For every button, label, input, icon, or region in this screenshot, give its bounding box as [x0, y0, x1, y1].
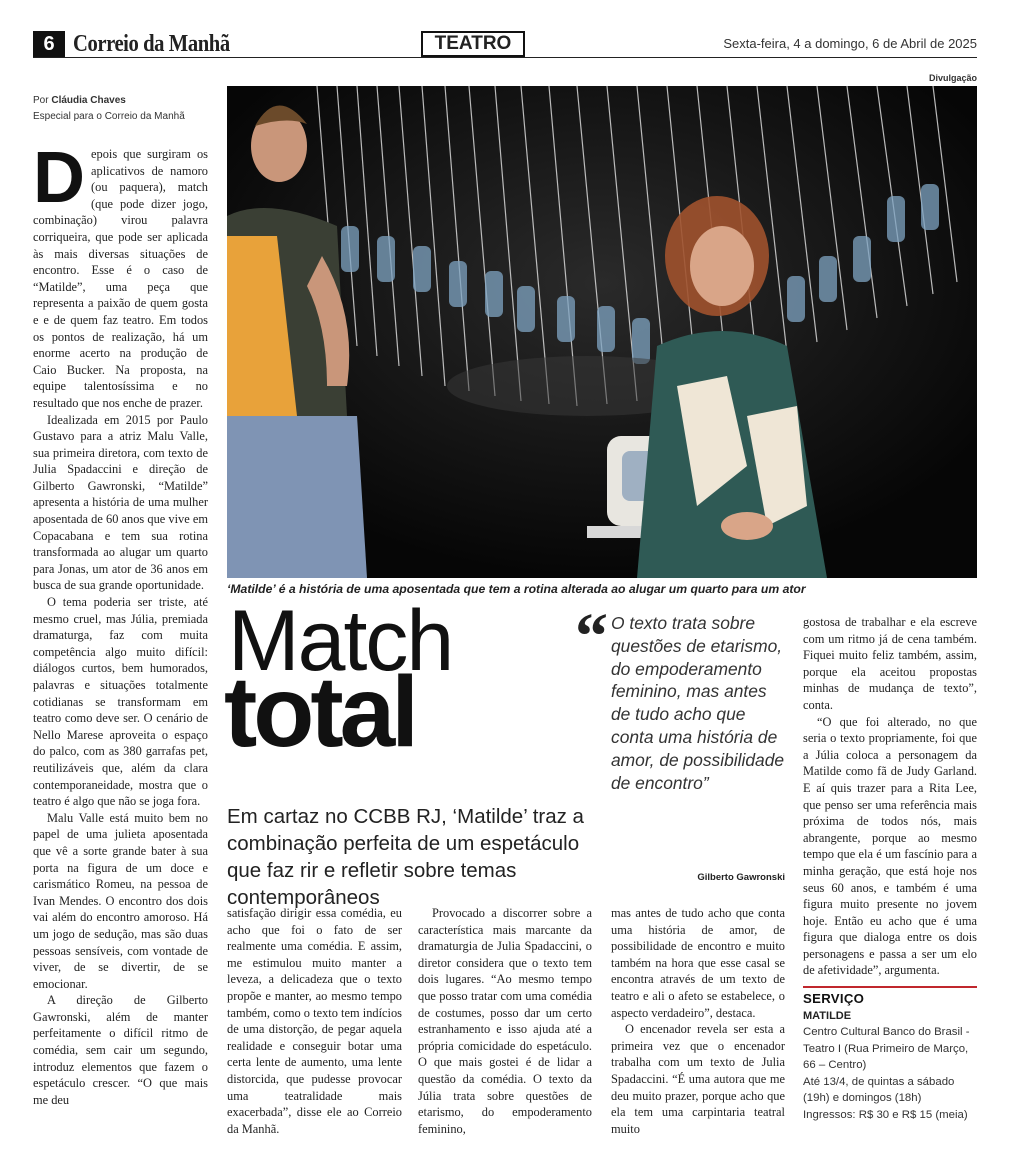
article-paragraph: gostosa de trabalhar e ela escreve com um ritmo já de cena também. Fiquei muito feliz também, assim, porque ela aceitou propostas minhas de mudança de texto”, conta.: [803, 615, 977, 712]
article-paragraph: O tema poderia ser triste, até mesmo cruel, mas Júlia, premiada dramaturga, faz com muita competência algo muito difícil: diálogos curtos, bem humorados, palavras e situações totalmente cotidianas se transformam em teatro como deve ser. O cenário de Nello Marese aproveita o espaço do palco, com as 380 garrafas pet, reutilizáveis que, além da clara contemporaneidade, mostra que o teatro é algo que não se joga fora.: [33, 595, 208, 809]
article-column-1: [33, 138, 208, 1108]
article-paragraph: “O que foi alterado, no que seria o texto propriamente, foi que a Júlia coloca a personagem da Matilde como fã de Judy Garland. E aí quis trazer para a Rita Lee, que penso ser uma referência mais próxima de todos nós, mais abrangente, porque ao mesmo tempo que ela é um fascínio para a minha geração, que está hoje nos seus 60 anos, e também é uma figura muito presente no jovem hoje. Então eu acho que é uma figura que dialoga entre os dois personagens e passa a ser um elo de afetividade”, argumenta.: [803, 714, 977, 978]
page-number: 6: [33, 31, 65, 57]
article-paragraph-text: epois que surgiram os aplicativos de namoro (ou paquera), match (que pode dizer jogo, combinação) virou palavra corriqueira, que pode ser aplicada às mais diversas situações de encontro. Esse é o caso de “Matilde”, uma peça que representa a paixão de quem gosta e e de quem faz teatro. Em todos os pontos de realização, há um enorme acerto na produção de Caio Bucker. Na proposta, na equipe talentosíssima e no resultado que nos enche de prazer.: [33, 147, 208, 410]
service-tickets: Ingressos: R$ 30 e R$ 15 (meia): [803, 1108, 968, 1121]
article-paragraph: Malu Valle está muito bem no papel de uma julieta aposentada que vê a sorte grande bater à sua porta na figura de um doce e carismático Romeu, na pessoa de Ivan Mendes. O encontro dos dois vai além do encontro amoroso. Há um jogo de sedução, mas são duas pessoas sensíveis, com vontade de viver, de se divertir, de se emocionar.: [33, 810, 208, 991]
byline-author: Cláudia Chaves: [51, 95, 126, 106]
masthead-logo: Correio da Manhã: [73, 31, 230, 57]
service-title: SERVIÇO: [803, 991, 865, 1006]
quote-mark-icon: “: [575, 600, 608, 673]
article-column-5: [803, 614, 977, 979]
byline: [33, 93, 185, 125]
byline-author-line: [33, 93, 185, 109]
byline-role: Especial para o Correio da Manhã: [33, 111, 185, 122]
article-paragraph: O encenador revela ser esta a primeira vez que o encenador trabalha com um texto de Julia Spadaccini. “É uma autora que me deu muito prazer, porque acho que ela tem uma carpintaria teatral muito: [611, 1022, 785, 1136]
issue-date: Sexta-feira, 4 a domingo, 6 de Abril de 2025: [723, 36, 977, 51]
service-venue: Centro Cultural Banco do Brasil - Teatro I (Rua Primeiro de Março, 66 – Centro): [803, 1026, 970, 1071]
article-paragraph: Provocado a discorrer sobre a característica mais marcante da dramaturgia de Julia Spadaccini, o diretor considera que o texto tem dois lugares. “Ao mesmo tempo que posso tratar com uma comédia de costumes, posso dar um certo estranhamento e isso ajuda até a própria comicidade do espetáculo. O que mais gostei é de lidar a questão da comédia. O texto da Júlia trata sobre questões de etarismo, do empoderamento feminino,: [418, 906, 592, 1136]
subheadline: Em cartaz no CCBB RJ, ‘Matilde’ traz a combinação perfeita de um espetáculo que faz rir e refletir sobre temas contemporâneos: [227, 805, 584, 909]
photo-credit: Divulgação: [928, 73, 977, 83]
pull-quote-author: Gilberto Gawronski: [697, 872, 785, 883]
article-paragraph: [33, 138, 208, 412]
drop-cap: D: [33, 138, 85, 218]
article-column-2: [227, 905, 402, 1137]
headline-line-1: Match: [228, 593, 453, 689]
article-column-3: [418, 905, 592, 1137]
byline-prefix: Por: [33, 95, 49, 106]
article-paragraph: Idealizada em 2015 por Paulo Gustavo para a atriz Malu Valle, sua primeira diretora, com texto de Julia Spadaccini e direção de Gilberto Gawronski, “Matilde” apresenta a história de uma mulher aposentada de 60 anos que vive em Copacabana e tem sua rotina transformada ao alugar um quarto para Jonas, um ator de 36 anos em busca de sua grande oportunidade.: [33, 412, 208, 593]
page-header: [33, 30, 977, 58]
stage-photo: [227, 86, 977, 578]
service-dates: Até 13/4, de quintas a sábado (19h) e domingos (18h): [803, 1075, 955, 1104]
stage-photo-illustration: [227, 86, 977, 578]
article-column-4: [611, 905, 785, 1137]
pull-quote: O texto trata sobre questões de etarismo, do empoderamento feminino, mas antes de tudo acho que conta uma história de amor, de possibilidade de encontro”: [611, 613, 785, 793]
service-show-name: MATILDE: [803, 1009, 852, 1022]
photo-caption: ‘Matilde’ é a história de uma aposentada que tem a rotina alterada ao alugar um quarto para um ator: [227, 582, 806, 596]
section-label: TEATRO: [421, 31, 525, 57]
headline-line-2: total: [224, 656, 416, 768]
article-paragraph: A direção de Gilberto Gawronski, além de manter perfeitamente o difícil ritmo de comédia, sem cair um segundo, introduz elementos que fazem o espetáculo crescer. “O que mais me deu: [33, 993, 208, 1107]
service-box: [803, 986, 977, 1123]
article-paragraph: satisfação dirigir essa comédia, eu acho que foi o fato de ser realmente uma comédia. E assim, me estimulou muito manter a leveza, a delicadeza que o texto propõe e manter, ao mesmo tempo também, como o texto tem indícios de uma distorção, de pegar aquela realidade e conseguir botar uma certa lente de aumento, uma lente distorcida, que pudesse provocar uma teatralidade mais exacerbada”, disse ele ao Correio da Manhã.: [227, 906, 402, 1136]
article-paragraph: mas antes de tudo acho que conta uma história de amor, de possibilidade de encontro e muito também na hora que esse casal se encontra através de um texto de teatro e ali o afeto se estabelece, o aspecto verdadeiro”, destaca.: [611, 906, 785, 1020]
